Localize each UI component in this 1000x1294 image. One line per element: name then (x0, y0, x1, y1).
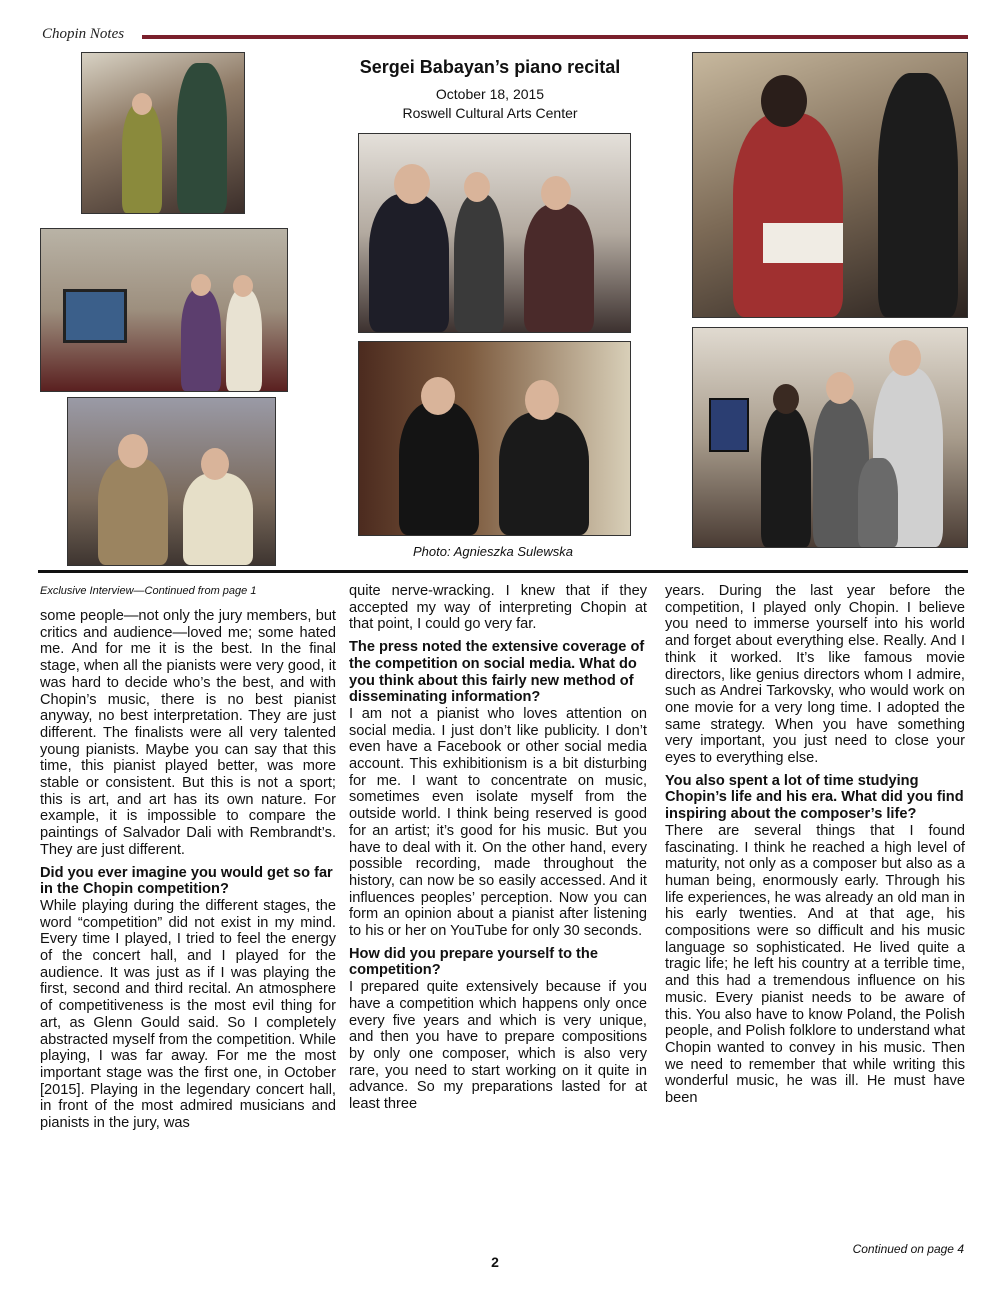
newsletter-title: Chopin Notes (42, 26, 125, 42)
continued-from-note: Exclusive Interview—Continued from page 1 (40, 585, 257, 597)
recital-title: Sergei Babayan’s piano recital (359, 57, 621, 77)
interview-question: You also spent a lot of time studying Chopin’s life and his era. What did you find inspiring about the composer’s life? (665, 772, 964, 823)
article-paragraph: I am not a pianist who loves attention on social media. I just don’t like publicity. I don’t even have a Facebook or other social media account. This exhibitionism is a bit disturbing for me. I want to concentrate on music, sometimes even isolate myself from the outside world. I think being reserved is good for an artist; it’s good for his music. But you have to deal with it. On the other hand, every possible recording, made throughout the history, can now be so easily accessed. And it influences peoples’ perception. Now you can form an opinion about a pianist after listening to his or her on YouTube for only 30 seconds. (349, 705, 647, 940)
photo-family-group (692, 327, 968, 548)
article-paragraph: I prepared quite extensively because if you have a competition which happens only once every five years and which is very unique, and then you have to prepare compositions by only one composer, which is also very rare, you need to start working on it quite in advance. So my preparations lasted for at least three (349, 979, 647, 1113)
photo-credit: Photo: Agnieszka Sulewska (413, 544, 573, 559)
photo-couple-with-painting (40, 228, 288, 392)
photo-girl-at-door (81, 52, 245, 214)
recital-date: October 18, 2015 (435, 86, 545, 102)
photo-boy-with-program (692, 52, 968, 318)
article-paragraph: There are several things that I found fascinating. I think he reached a high level of maturity, not only as a composer but also as a human being, enormously early. Through his life experiences, he was already an old man in his early twenties. And at that age, his compositions were so difficult and his music language so sophisticated. He lived quite a tragic life; he left his country at a terrible time, and this had a tremendous influence on his music. Every pianist needs to be aware of this. You also have to know Poland, the Polish people, and Polish folklore to understand what Chopin wanted to convey in his music. Then we need to remember that while writing this wonderful music, he was ill. He must have been (665, 822, 965, 1107)
article-column-3 (665, 583, 965, 1107)
article-column-1 (40, 584, 336, 1132)
section-divider (38, 570, 968, 573)
photo-handshake (358, 133, 631, 333)
interview-question: Did you ever imagine you would get so far in the Chopin competition? (40, 864, 333, 898)
photo-two-women (358, 341, 631, 536)
article-paragraph: While playing during the different stages, the word “competition” did not exist in my mind. Every time I played, I tried to feel the energy of the concert hall, and I played for the audience. It was just as if I was playing the first, second and third recital. An atmosphere of competitiveness is the most evil thing for art, as Glenn Gould said. So I completely abstracted myself from the competition. While playing, I was far away. For me the most important stage was the first one, in October [2015]. Playing in the legendary concert hall, in front of the most admired musicians and pianists in the jury, was (40, 897, 336, 1132)
interview-question: How did you prepare yourself to the competition? (349, 945, 598, 979)
article-paragraph: quite nerve-wracking. I knew that if they accepted my way of interpreting Chopin at that point, I could go very far. (349, 583, 647, 633)
article-paragraph: years. During the last year before the competition, I played only Chopin. I believe you need to immerse yourself into his world and forget about everything else. Really. And I think it worked. It’s like famous movie directors, like genius directors whom I admire, such as Andrei Tarkovsky, who would work on one movie for a very long time. I adopted the same strategy. When you have something very important, you just need to close your eyes to everything else. (665, 583, 965, 767)
header-rule (142, 35, 968, 39)
photo-older-couple (67, 397, 276, 566)
article-column-2 (349, 583, 647, 1113)
article-paragraph: some people—not only the jury members, but critics and audience—loved me; some hated me. And for me it is the best. In the final stage, when all the pianists were very good, it was hard to decide who’s the best, and with Chopin’s music, there is no best pianist anyway, no best interpretation. They are just different. The finalists were all very talented young pianists. Maybe you can say that this time, this pianist played better, was more stable or consistent. But this is not a sport; this is art, and art has its own nature. For example, it is impossible to compare the paintings of Salvador Dali with Rembrandt’s. They are just different. (40, 608, 336, 858)
recital-venue: Roswell Cultural Arts Center (402, 105, 578, 121)
continued-on-note: Continued on page 4 (852, 1242, 964, 1256)
interview-question: The press noted the extensive coverage of the competition on social media. What do you think about this fairly new method of disseminating information? (349, 639, 645, 706)
page-number: 2 (491, 1254, 499, 1270)
